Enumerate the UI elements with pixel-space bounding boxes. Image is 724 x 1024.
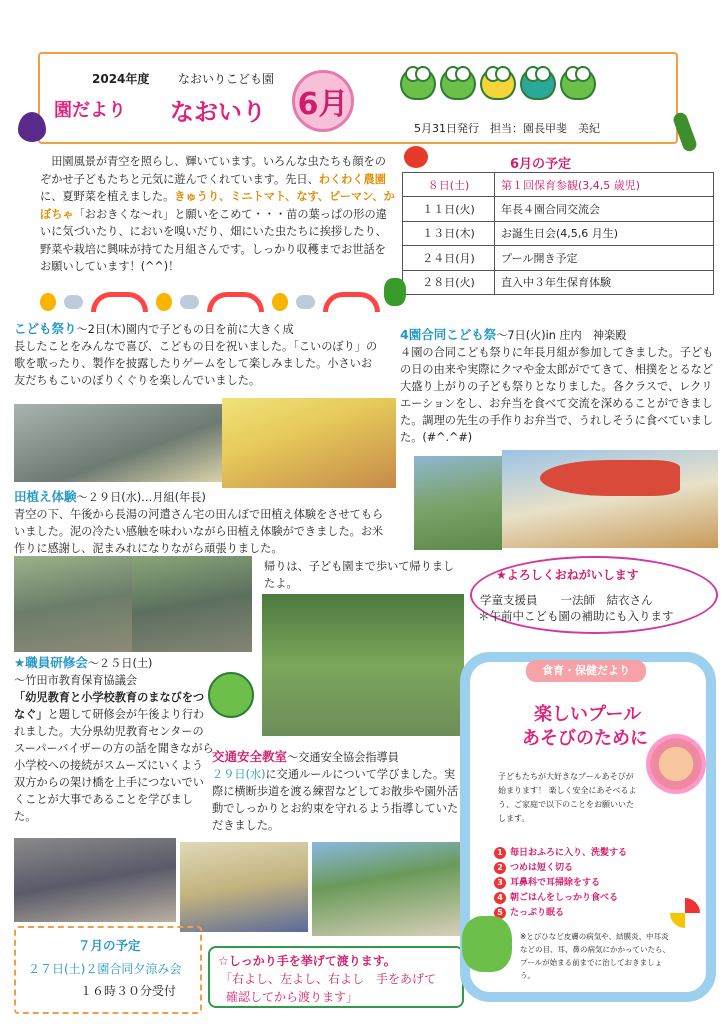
taue-section: 田植え体験～２９日(水)…月組(年長) 青空の下、午後から長湯の河遣さん宅の田んぼで田植え体験をさせてもらいました。泥の冷たい感触を味わいながら田植え体験ができました。お米作りに感謝し、泥まみれになりながら頑張りました。 (14, 489, 384, 555)
table-row: １３日(木) お誕生日会(4,5,6 月生) (403, 221, 714, 245)
kotsu-section: 交通安全教室～交通安全協会指導員 ２９日(水)に交通ルールについて学びました。実際に横断歩道を渡る練習などしてお散歩や園外活動でしっかりとお約束を守れるよう指導していただきました。 (212, 749, 459, 832)
table-row: ２８日(火) 直入中３年生保育体験 (403, 270, 714, 294)
frog-icon (440, 68, 476, 100)
july-title: ７月の予定 (78, 938, 141, 953)
section-title: 交通安全教室 (212, 749, 288, 764)
list-item: 4 朝ごはんをしっかり食べる (494, 891, 627, 906)
pool-checklist (494, 846, 627, 921)
pepper-icon (384, 278, 406, 306)
traffic-line: 確認してから渡ります」 (226, 990, 359, 1004)
staff-title: ★よろしくおねがいします (496, 568, 639, 582)
photo-traffic-class (180, 842, 308, 932)
sun-icon (156, 293, 172, 311)
tomato-icon (404, 146, 428, 168)
rainbow-icon (91, 292, 148, 312)
photo-group-field (262, 594, 464, 736)
frog-icon (520, 68, 556, 100)
newsletter-title: なおいり (170, 98, 266, 126)
koinobori-icon (540, 460, 680, 496)
photo-festival (414, 456, 502, 550)
beach-ball-icon (670, 898, 700, 928)
section-title: 4園合同こども祭 (400, 327, 497, 342)
sun-icon (40, 293, 56, 311)
photo-classroom (222, 398, 396, 488)
photo-koinobori (14, 404, 222, 482)
traffic-title: ☆しっかり手を挙げて渡ります。 (218, 954, 396, 968)
list-item: 5 たっぷり眠る (494, 906, 627, 921)
list-item: 2 つめは短く切る (494, 861, 627, 876)
frog-row (400, 68, 596, 100)
cloud-icon (296, 295, 315, 309)
list-item: 3 耳鼻科で耳掃除をする (494, 876, 627, 891)
pool-note: ※とびひなど皮膚の病気や、結膜炎、中耳炎などの目、耳、鼻の病気にかかっていたら、プールが始まる前までに治しておきましょう。 (520, 932, 670, 980)
photo-crossing (312, 842, 462, 936)
newsletter-label: 園だより (54, 100, 126, 121)
list-item: 1 毎日おふろに入り、洗髪する (494, 846, 627, 861)
pool-intro: 子どもたちが大好きなプールあそびが始まります！ 楽しく安全にあそべるよう、ご家庭で以下のことをお願いいたします。 (498, 772, 637, 823)
dinosaur-icon (462, 916, 512, 972)
rainbow-icon (323, 292, 380, 312)
rainbow-icon (207, 292, 264, 312)
walk-text: 帰りは、子ども園まで歩いて帰りましたよ。 (264, 560, 455, 590)
section-title: こども祭り (14, 321, 77, 336)
kodomo-section: こども祭り～2日(木)園内で子どもの日を前に大きく成 長したことをみんなで喜び、こどもの日を祝いました。「こいのぼり」の歌を歌ったり、製作を披露したりゲームをして楽しみました。小さいお友だちもこいのぼりくぐりを楽しんでいました。 (14, 321, 378, 387)
decoration-row (40, 290, 380, 314)
july-time: １６時３０分受付 (80, 984, 177, 998)
school-year: 2024年度 (92, 72, 150, 86)
frog-icon (560, 68, 596, 100)
section-title: 田植え体験 (14, 489, 77, 504)
traffic-line: 「右よし、左よし、右よし 手をあげて (220, 972, 437, 986)
issue-info: 5月31日発行 担当：園長甲斐 美紀 (414, 122, 600, 135)
staff-note: ＊午前中こども園の補助にも入ります (478, 609, 674, 623)
cloud-icon (180, 295, 199, 309)
month-badge: 6月 (292, 70, 354, 132)
photo-rice-planting (14, 556, 132, 652)
frog-icon (480, 68, 516, 100)
intro-text: 田園風景が青空を照らし、輝いています。いろんな虫たちも顔をのぞかせ子どもたちと元気に遊んでくれています。先日、わくわく農園に、夏野菜を植えました。きゅうり、ミニトマト、なす、ピーマン、かぼちゃ「おおきくな〜れ」と願いをこめて・・・苗の葉っぱの形の違いに気づいたり、においを嗅いだり、畑にいた虫たちに挨拶したり、野菜や栽培に興味が持てた月組さんです。しっかり収穫までお世話をお願いしています！(^^)！ (40, 155, 395, 273)
frog-icon (208, 672, 254, 718)
frog-icon (400, 68, 436, 100)
section-title: ★職員研修会 (14, 655, 88, 670)
photo-rice-planting (132, 556, 252, 652)
photo-seminar (14, 838, 176, 922)
school-name: なおいりこども園 (178, 72, 275, 86)
july-event: ２７日(土)２園合同夕涼み会 (28, 962, 182, 976)
swimmer-icon (646, 734, 706, 794)
eggplant-icon (18, 112, 46, 142)
pool-title: あそびのために (522, 728, 648, 749)
schedule-table (402, 172, 714, 295)
pool-tag: 食育・保健だより (526, 660, 646, 682)
gassho-section: 4園合同こども祭～7日(火)in 庄内 神楽殿 ４園の合同こども祭りに年長月組が参加してきました。子どもの日の由来や実際にクマや金太郎がでてきて、相撲をとるなど大盛り上がりの子ども祭りとなりました。各クラスで、レクリエーションをし、お弁当を食べて交流を深めることができました。調理の先生の手作りお弁当で、うれしそうに食べていました。(#^.^#) (400, 327, 714, 444)
table-row: ８日(土) 第１回保育参観(3,4,5 歳児) (403, 173, 714, 197)
cloud-icon (64, 295, 83, 309)
pool-title: 楽しいプール (534, 704, 642, 725)
table-row: １１日(火) 年長４園合同交流会 (403, 197, 714, 221)
staff-line: 学童支援員 一法師 結衣さん (480, 593, 653, 607)
table-row: ２４日(月) プール開き予定 (403, 246, 714, 270)
sun-icon (272, 293, 288, 311)
schedule-title: 6月の予定 (510, 157, 572, 172)
kenshu-section: ★職員研修会～２５日(土) ～竹田市教育保育協議会 「幼児教育と小学校教育のまなびをつなぐ」と題して研修会が午後より行われました。大分県幼児教育センターのスーパーバイザーの方の話を聞きながら小学校への接続がスムーズにいくよう双方からの架け橋を上手につないでいくことが大事であることを学びました。 (14, 655, 214, 823)
